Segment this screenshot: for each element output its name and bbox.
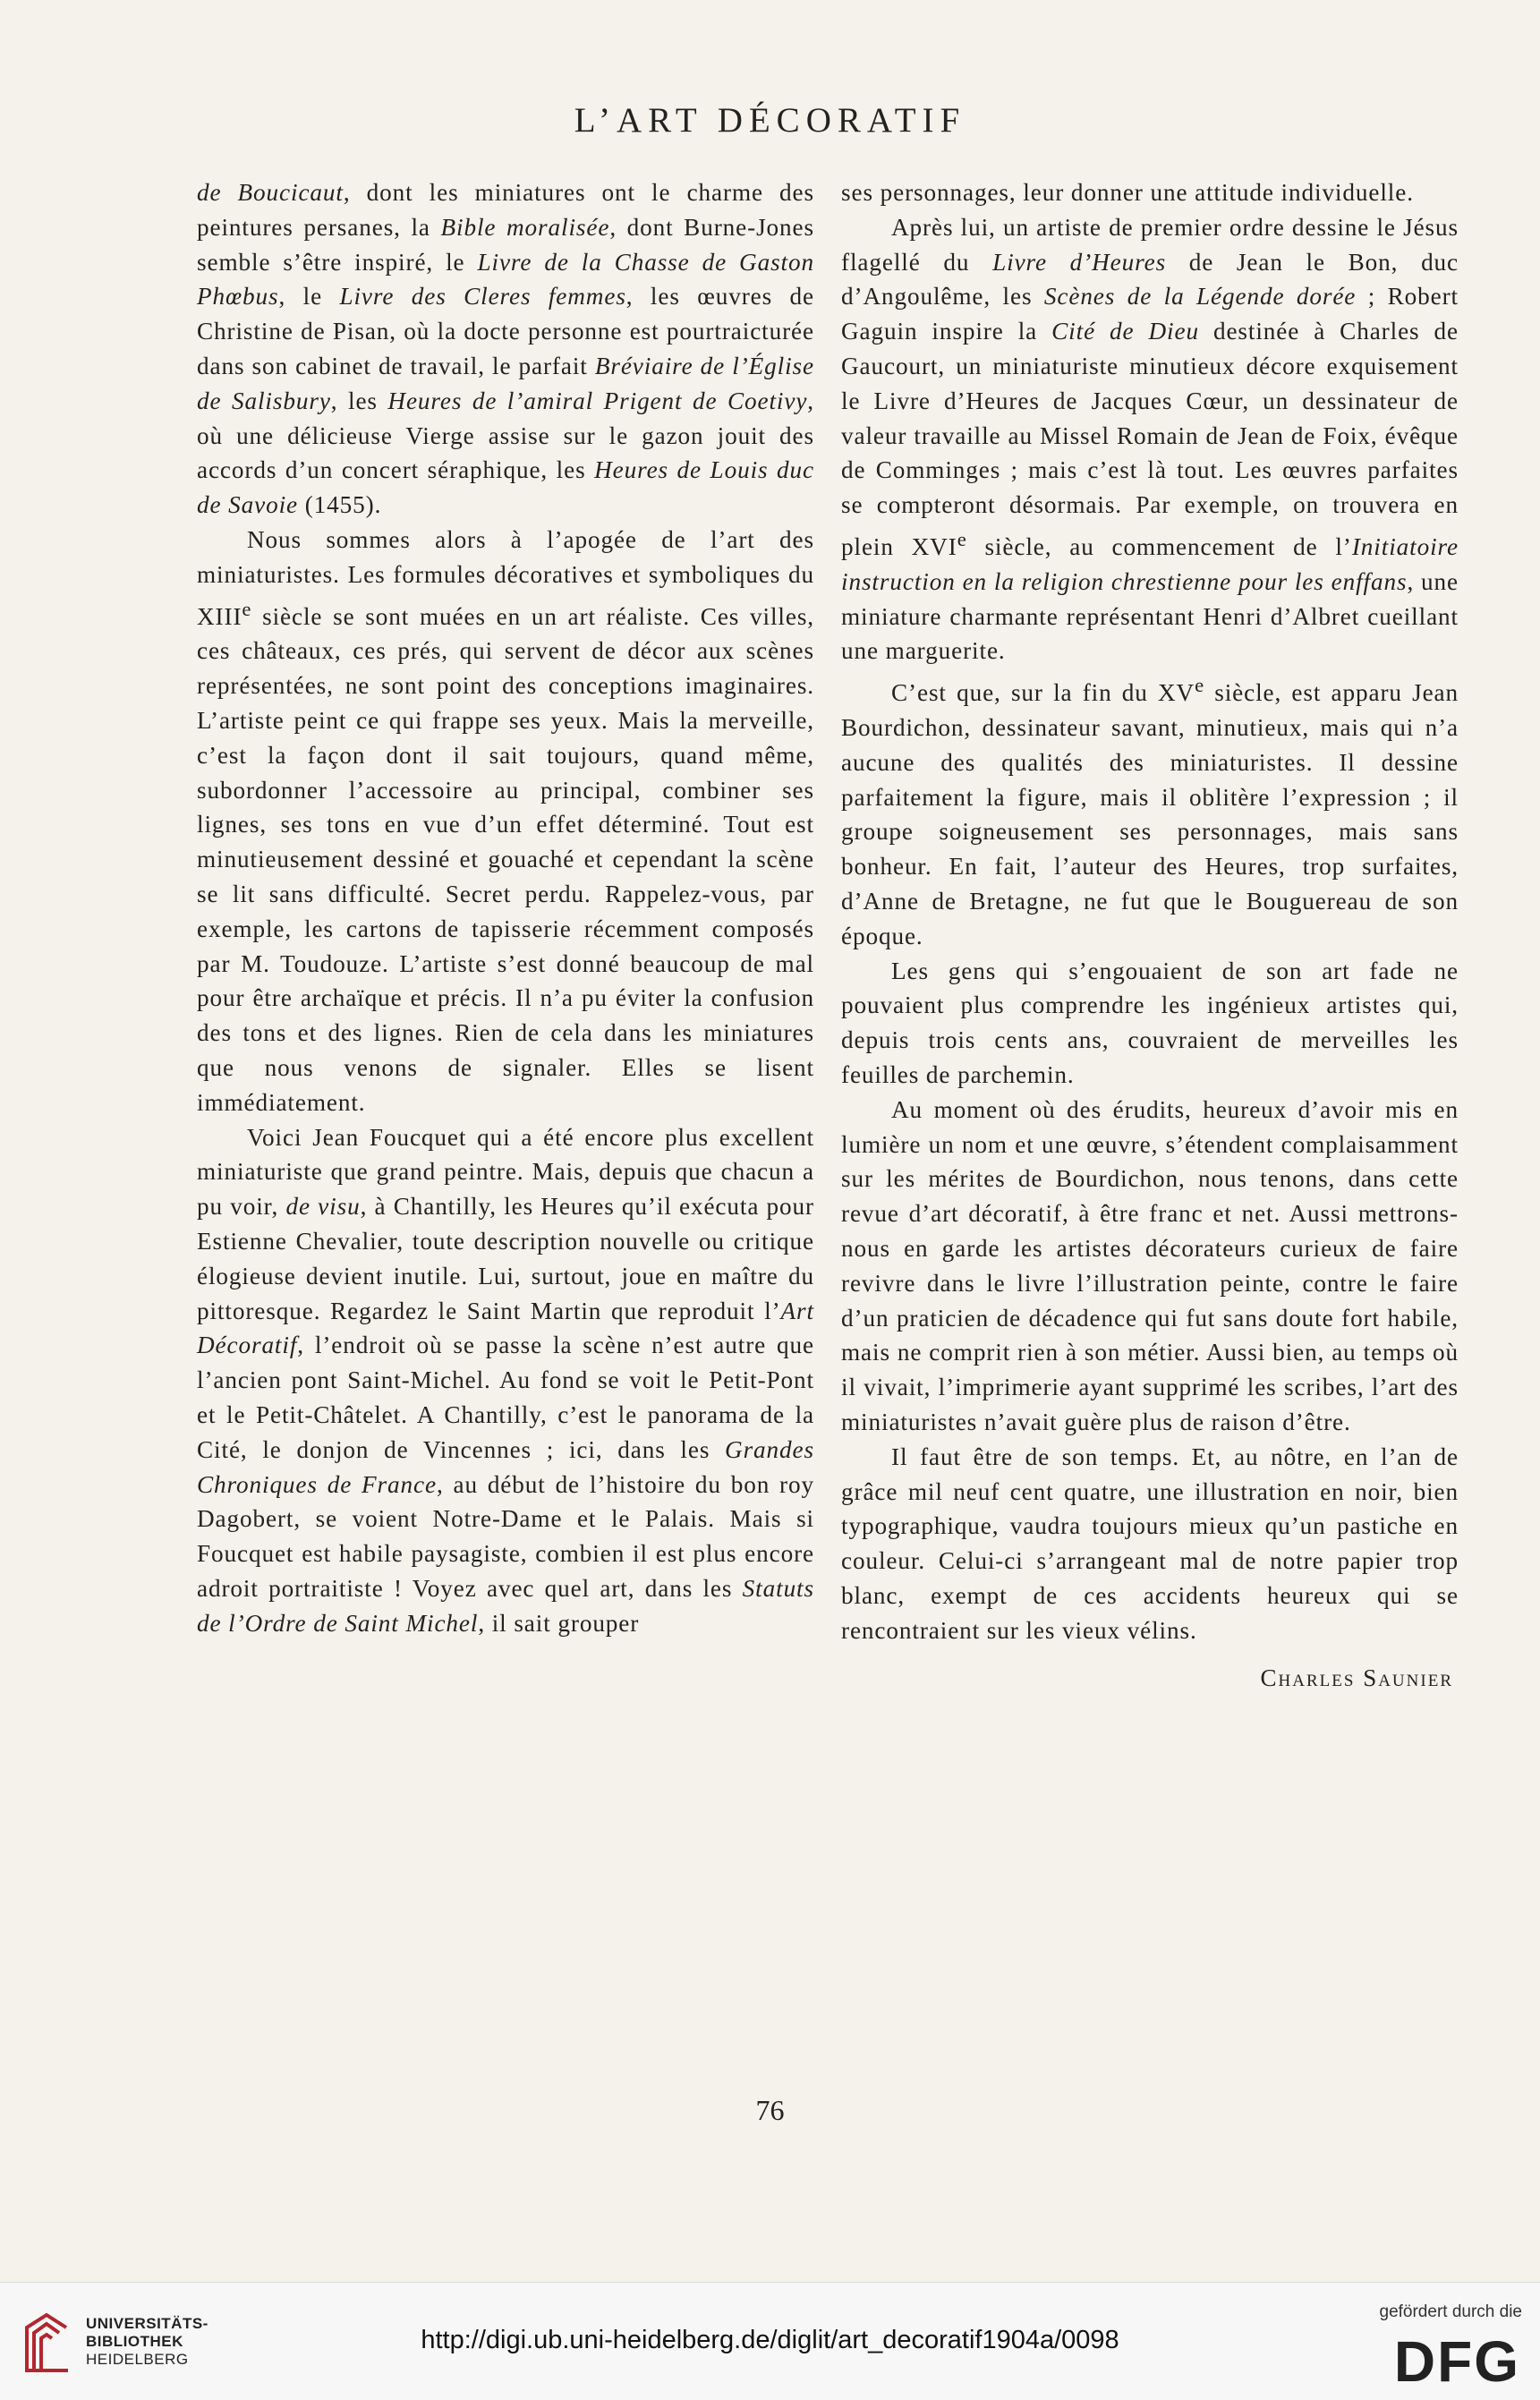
paragraph: Voici Jean Foucquet qui a été encore plus excellent miniaturiste que grand peintre. Mais, depuis que chacun a pu voir, de visu, à Chantilly, les Heures qu’il exécuta pour Estienne Chevalier, toute description nouvelle ou critique élogieuse devient inutile. Lui, surtout, joue en maître du pittoresque. Regardez le Saint Martin que reproduit l’Art Décoratif, l’endroit où se passe la scène n’est autre que l’ancien pont Saint-Michel. Au fond se voit le Petit-Pont et le Petit-Châtelet. A Chantilly, c’est le panorama de la Cité, le donjon de Vincennes ; ici, dans les Grandes Chroniques de France, au début de l’histoire du bon roy Dagobert, se voient Notre-Dame et le Palais. Mais si Foucquet est habile paysagiste, combien il est plus encore adroit portraitiste ! Voyez avec quel art, dans les Statuts de l’Ordre de Saint Michel, il sait grouper [197,1123,814,1637]
paragraph: Les gens qui s’engouaient de son art fade ne pouvaient plus comprendre les ingénieux artistes qui, depuis trois cents ans, couvraient de merveilles les feuilles de parchemin. [841,957,1459,1089]
paragraph: Après lui, un artiste de premier ordre dessine le Jésus flagellé du Livre d’Heures de Jean le Bon, duc d’Angoulême, les Scènes de la Légende dorée ; Robert Gaguin inspire la Cité de Dieu destinée à Charles de Gaucourt, un miniaturiste minutieux décore exquisement le Livre d’Heures de Jacques Cœur, un dessinateur de valeur travaille au Missel Romain de Jean de Foix, évêque de Comminges ; mais c’est là tout. Les œuvres parfaites se compteront désormais. Par exemple, on trouvera en plein XVIe siècle, au commencement de l’Initiatoire instruction en la religion chrestienne pour les enffans, une miniature charmante représentant Henri d’Albret cueillant une marguerite. [841,213,1459,665]
text-column-left [197,175,814,1641]
library-name-line: HEIDELBERG [86,2351,189,2368]
dfg-logo-text: DFG [1393,2329,1520,2388]
right-column-body [841,175,1459,1648]
dfg-logo-icon [1370,2326,1522,2388]
text-column-right [841,175,1459,1695]
paragraph: Il faut être de son temps. Et, au nôtre, en l’an de grâce mil neuf cent quatre, une illustration en noir, bien typographique, vaudra toujours mieux qu’un pastiche en couleur. Celui-ci s’arrangeant mal de notre papier trop blanc, exempt de ces accidents heureux qui se rencontraient sur les vieux vélins. [841,1443,1459,1644]
paragraph: C’est que, sur la fin du XVe siècle, est apparu Jean Bourdichon, dessinateur savant, minutieux, mais qui n’a aucune des qualités des miniaturistes. Il dessine parfaitement la figure, mais il oblitère l’expression ; il groupe soigneusement ses personnages, mais sans bonheur. En fait, l’auteur des Heures, trop surfaites, d’Anne de Bretagne, ne fut que le Bouguereau de son époque. [841,674,1459,949]
page-number: 76 [755,2094,785,2126]
paragraph: de Boucicaut, dont les miniatures ont le charme des peintures persanes, la Bible moralisée, dont Burne-Jones semble s’être inspiré, le Livre de la Chasse de Gaston Phœbus, le Livre des Cleres femmes, les œuvres de Christine de Pisan, où la docte personne est pourtraicturée dans son cabinet de travail, le parfait Bréviaire de l’Église de Salisbury, les Heures de l’amiral Prigent de Coetivy, où une délicieuse Vierge assise sur le gazon jouit des accords d’un concert séraphique, les Heures de Louis duc de Savoie (1455). [197,179,814,519]
running-head: L’ART DÉCORATIF [574,101,966,140]
paragraph: Nous sommes alors à l’apogée de l’art des miniaturistes. Les formules décoratives et symboliques du XIIIe siècle se sont muées en un art réaliste. Ces villes, ces châteaux, ces prés, qui servent de décor aux scènes représentées, ne sont point des conceptions imaginaires. L’artiste peint ce qui frappe ses yeux. Mais la merveille, c’est la façon dont il sait toujours, quand même, subordonner l’accessoire au principal, combiner ses lignes, ses tons en vue d’un effet déterminé. Tout est minutieusement dessiné et gouaché et cependant la scène se lit sans difficulté. Secret perdu. Rappelez-vous, par exemple, les cartons de tapisserie récemment composés par M. Toudouze. L’artiste s’est donné beaucoup de mal pour être archaïque et précis. Il n’a pu éviter la confusion des tons et des lignes. Rien de cela dans les miniatures que nous venons de signaler. Elles se lisent immédiatement. [197,525,814,1116]
author-signature: Charles Saunier [1260,1664,1453,1691]
paragraph: ses personnages, leur donner une attitude individuelle. [841,179,1414,206]
library-name-line: BIBLIOTHEK [86,2333,183,2350]
paragraph: Au moment où des érudits, heureux d’avoir mis en lumière un nom et une œuvre, s’étendent complaisamment sur les mérites de Bourdichon, nous tenons, dans cette revue d’art décoratif, à être franc et net. Aussi mettrons-nous en garde les artistes décorateurs curieux de faire revivre dans le livre l’illustration peinte, contre le faire d’un praticien de décadence qui fut sans doute fort habile, mais ne comprit rien à son métier. Aussi bien, au temps où il vivait, l’imprimerie ayant supprimé les scribes, l’art des miniaturistes n’avait guère plus de raison d’être. [841,1095,1459,1436]
digitization-footer [0,2282,1540,2400]
library-name-line: UNIVERSITÄTS- [86,2315,208,2332]
funding-note: gefördert durch die [1379,2302,1522,2321]
permalink-url[interactable]: http://digi.ub.uni-heidelberg.de/diglit/art_decoratif1904a/0098 [421,2326,1119,2354]
